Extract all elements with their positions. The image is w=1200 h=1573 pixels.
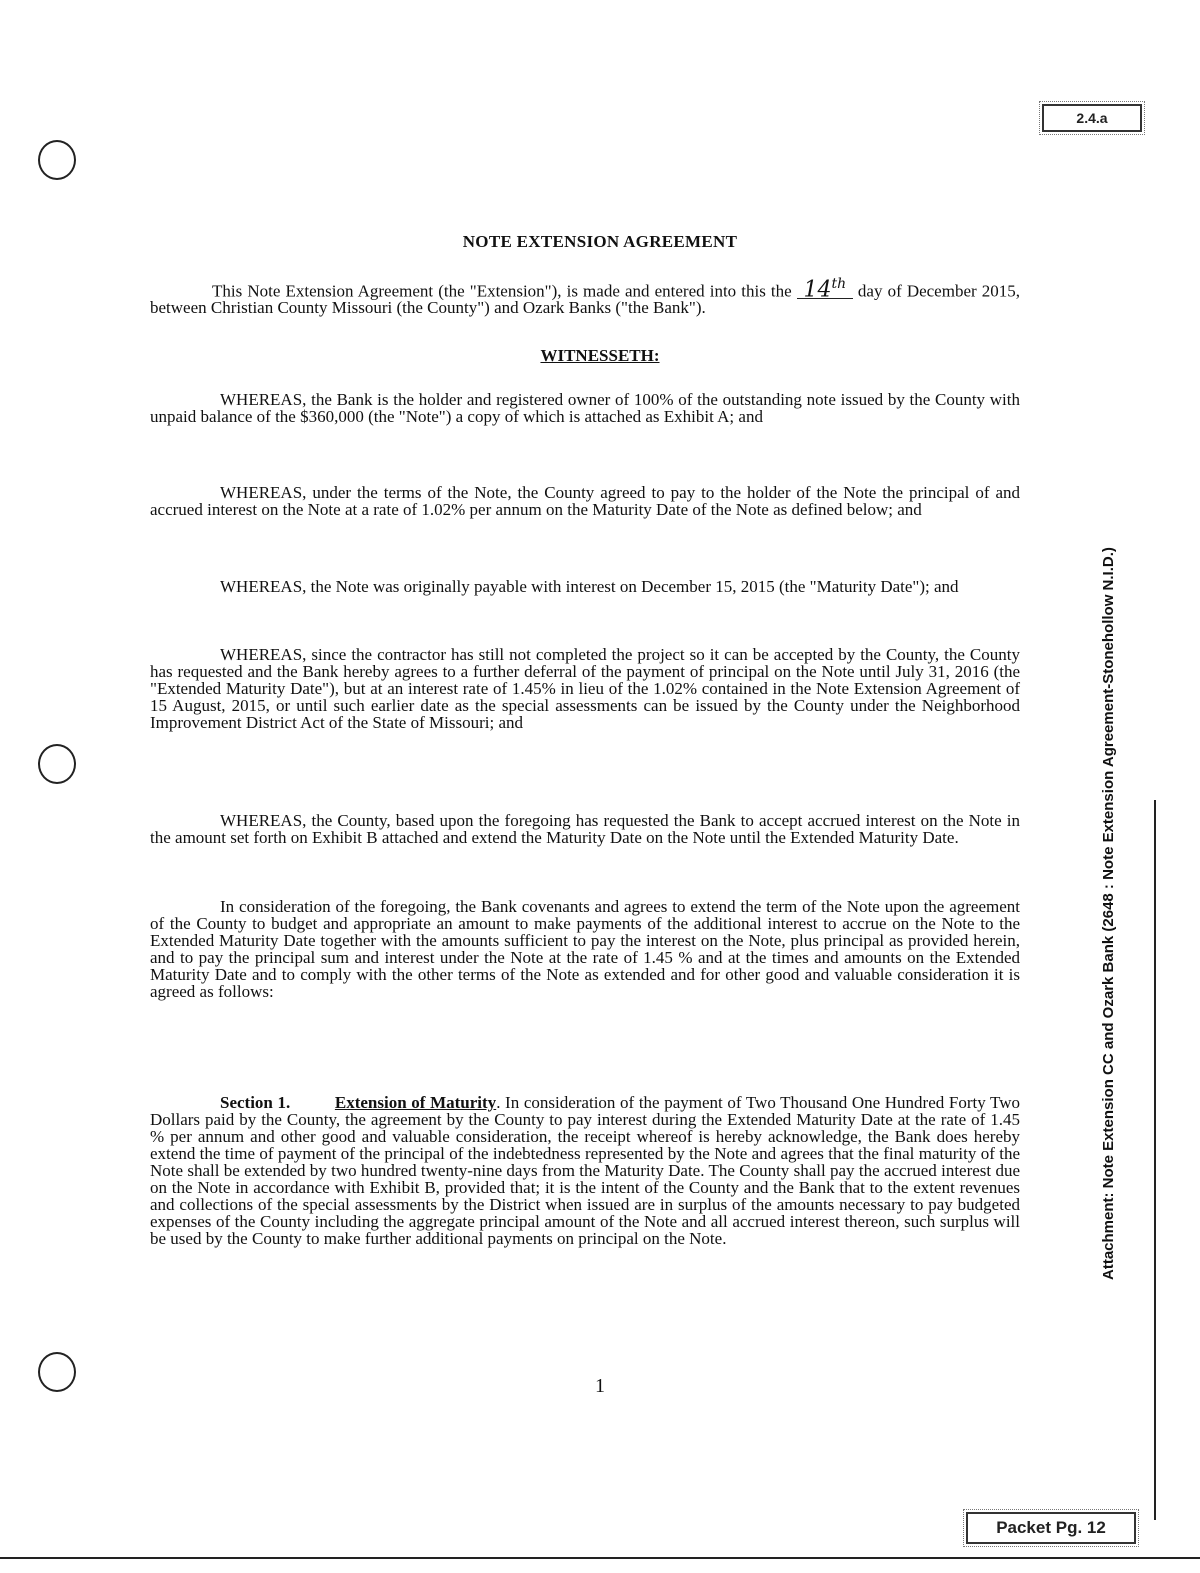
- whereas-paragraph-1: WHEREAS, the Bank is the holder and registered owner of 100% of the outstanding note issued by the County with unpaid balance of the $360,000 (the "Note") a copy of which is attached as Exhibit A; and: [150, 390, 1020, 426]
- page-number: 1: [595, 1375, 605, 1397]
- margin-rule: [1154, 800, 1156, 1520]
- intro-text-start: This Note Extension Agreement (the "Extension"), is made and entered into this the: [212, 281, 792, 301]
- intro-paragraph: [150, 276, 1020, 316]
- whereas-paragraph-2: WHEREAS, under the terms of the Note, the County agreed to pay to the holder of the Note the principal of and accrued interest on the Note at a rate of 1.02% per annum on the Maturity Date of the Note as defined below; and: [150, 483, 1020, 519]
- section-1-heading: Extension of Maturity: [334, 1093, 497, 1112]
- section-1-label: Section 1.: [220, 1093, 291, 1112]
- whereas-paragraph-5: WHEREAS, the County, based upon the foregoing has requested the Bank to accept accrued interest on the Note in the amount set forth on Exhibit B attached and extend the Maturity Date on the Note until the Extended Maturity Date.: [150, 811, 1020, 847]
- attachment-side-label: Attachment: Note Extension CC and Ozark Bank (2648 : Note Extension Agreement-Stonehollow N.I.D.): [1100, 547, 1117, 1280]
- whereas-paragraph-4: WHEREAS, since the contractor has still not completed the project so it can be accepted by the County, the County has requested and the Bank hereby agrees to a further deferral of the payment of principal on the Note until July 31, 2016 (the "Extended Maturity Date"), but at an interest rate of 1.45% in lieu of the 1.02% contained in the Note Extension Agreement of 15 August, 2015, or until such earlier date as the special assessments can be issued by the County under the Neighborhood Improvement District Act of the State of Missouri; and: [150, 645, 1020, 732]
- consideration-paragraph: In consideration of the foregoing, the Bank covenants and agrees to extend the term of the Note upon the agreement of the County to budget and appropriate an amount to make payments of the additional interest to accrue on the Note to the Extended Maturity Date together with the amounts sufficient to pay the interest on the Note, plus principal as provided herein, and to pay the principal sum and interest under the Note at the rate of 1.45 % and at the times and amounts on the Extended Maturity Date and to comply with the other terms of the Note as extended and for other good and valuable consideration it is agreed as follows:: [150, 897, 1020, 1001]
- whereas-paragraph-3: WHEREAS, the Note was originally payable with interest on December 15, 2015 (the "Maturity Date"); and: [220, 577, 959, 596]
- packet-page-stamp: Packet Pg. 12: [966, 1512, 1136, 1544]
- witnesseth-heading: WITNESSETH:: [540, 346, 660, 365]
- section-1-paragraph: [150, 1094, 1020, 1247]
- agenda-item-stamp: 2.4.a: [1042, 104, 1142, 132]
- bottom-rule: [0, 1557, 1200, 1559]
- intro-text-end: day of December 2015, between Christian County Missouri (the County") and Ozark Banks ("the Bank").: [150, 281, 1021, 318]
- handwritten-day: 14th: [797, 276, 853, 299]
- section-1-body: . In consideration of the payment of Two Thousand One Hundred Forty Two Dollars paid by the County, the agreement by the County to pay interest during the Extended Maturity Date at the rate of 1.45 % per annum and other good and valuable consideration, the receipt whereof is hereby acknowledge, the Bank does hereby extend the time of payment of the principal of the indebtedness represented by the Note and agrees that the final maturity of the Note shall be extended by two hundred twenty-nine days from the Maturity Date. The County shall pay the accrued interest due on the Note in accordance with Exhibit B, provided that; it is the intent of the County and the Bank that to the extent revenues and collections of the special assessments by the District when issued are in surplus of the amounts necessary to pay budgeted expenses of the County including the aggregate principal amount of the Note and all accrued interest thereon, such surplus will be used by the County to make further additional payments on principal on the Note.: [150, 1093, 1021, 1248]
- punch-hole-top: [38, 140, 76, 180]
- document-title: NOTE EXTENSION AGREEMENT: [462, 232, 738, 251]
- punch-hole-middle: [38, 744, 76, 784]
